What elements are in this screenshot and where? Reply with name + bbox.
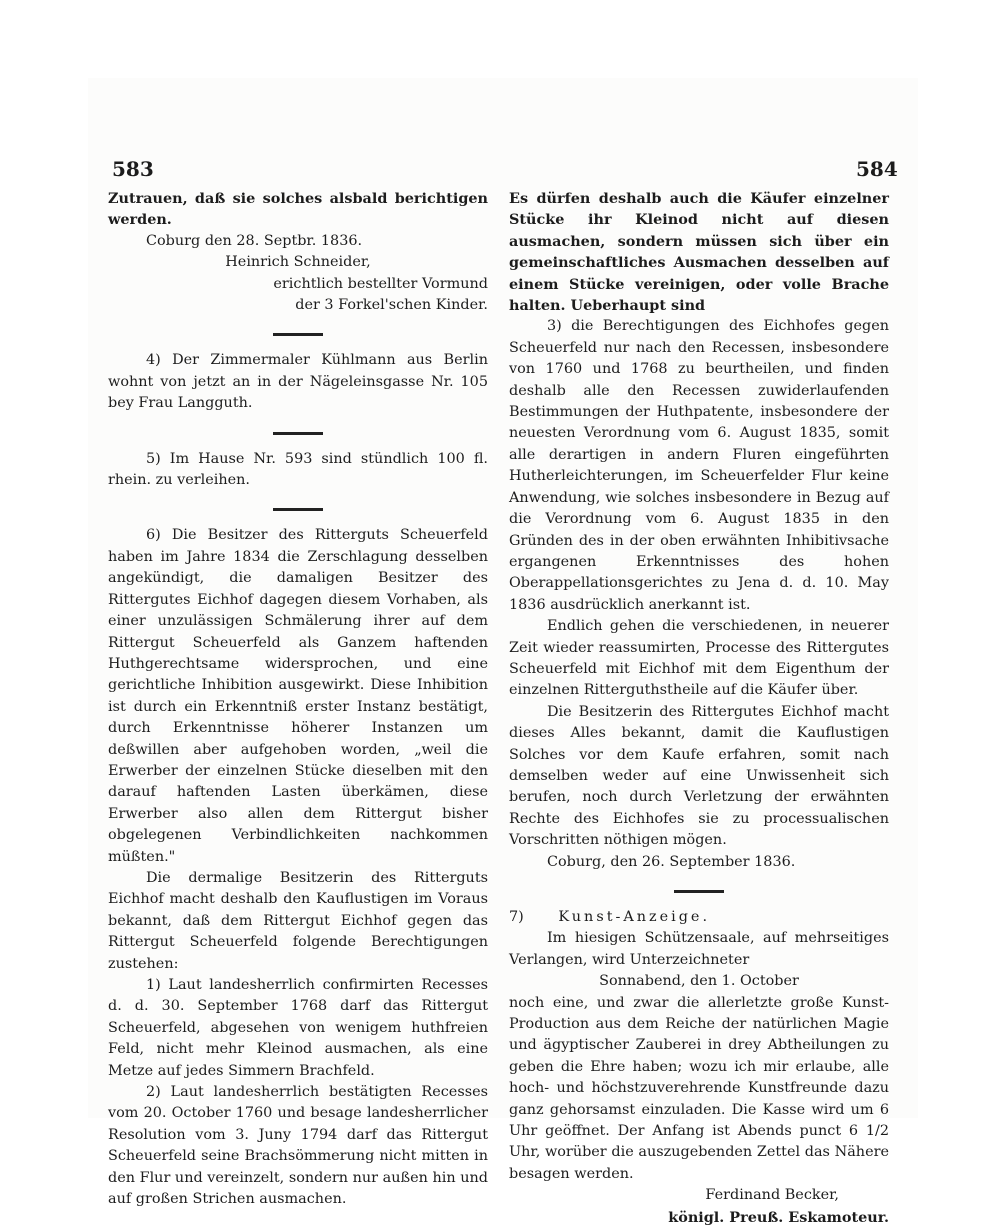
- notice-7-date: Sonnabend, den 1. October: [599, 973, 799, 990]
- notice-5: 5) Im Hause Nr. 593 sind stündlich 100 fl. rhein. zu verleihen.: [108, 450, 488, 489]
- dateline: Coburg den 28. Septbr. 1836.: [146, 232, 363, 249]
- notice-6-paragraph: Endlich gehen die verschiedenen, in neuerer Zeit wieder reassumirten, Processe des Rittergutes Scheuerfeld mit Eichhof mit dem Eigenthum der einzelnen Ritterguthstheile auf die Käufer über.: [509, 618, 889, 699]
- separator-rule: [273, 432, 323, 435]
- notice-6-paragraph: Die Besitzerin des Rittergutes Eichhof macht dieses Alles bekannt, damit die Kauflustigen Solches vor dem Kaufe erfahren, somit nach demselben weder auf eine Unwissenheit sich berufen, noch durch Verletzung der erwähnten Rechte des Eichhofes sie zu processualischen Vorschritten nöthigen mögen.: [509, 703, 889, 849]
- notice-7-paragraph: Im hiesigen Schützensaale, auf mehrseitiges Verlangen, wird Unterzeichneter: [509, 930, 889, 968]
- page-number-right: 584: [856, 157, 898, 181]
- notice-7-paragraph: noch eine, und zwar die allerletzte große Kunst-Production aus dem Reiche der natürlichen Magie und ägyptischer Zauberei in drey Abtheilungen zu geben die Ehre haben; wozu ich mir erlaube, alle hoch- und höchstzuverehrende Kunstfreunde dazu ganz gehorsamst einzuladen. Die Kasse wird um 6 Uhr geöffnet. Der Anfang ist Abends punct 6 1/2 Uhr, worüber die auszugebenden Zettel das Nähere besagen werden.: [509, 994, 889, 1182]
- notice-4: 4) Der Zimmermaler Kühlmann aus Berlin wohnt von jetzt an in der Nägeleinsgasse Nr. 105 bey Frau Langguth.: [108, 352, 488, 412]
- notice-6-paragraph: 6) Die Besitzer des Ritterguts Scheuerfeld haben im Jahre 1834 die Zerschlagung desselben angekündigt, die damaligen Besitzer des Rittergutes Eichhof dagegen diesem Vorhaben, als einer unzulässigen Schmälerung ihrer auf dem Rittergut Scheuerfeld als Ganzem haftenden Huthgerechtsame widersprochen, und eine gerichtliche Inhibition ausgewirkt. Diese Inhibition ist durch ein Erkenntniß erster Instanz bestätigt, durch Erkenntnisse höherer Instanzen um deßwillen aber aufgehoben worden, „weil die Erwerber der einzelnen Stücke dieselben mit den darauf haftenden Lasten überkämen, diese Erwerber also allen dem Rittergut bisher obgelegenen Verbindlichkeiten nachkommen müßten.": [108, 527, 488, 865]
- page-number-left: 583: [112, 157, 154, 181]
- left-column: [108, 188, 488, 1210]
- signature-name: Ferdinand Becker,: [705, 1187, 839, 1204]
- paragraph-continuation: Es dürfen deshalb auch die Käufer einzelner Stücke ihr Kleinod nicht auf diesen ausmachen, sondern müssen sich über ein gemeinschaftliches Ausmachen desselben auf einem Stücke vereinigen, oder volle Brache halten. Ueberhaupt sind: [509, 190, 889, 315]
- separator-rule: [674, 890, 724, 893]
- signature-role: königl. Preuß. Eskamoteur.: [668, 1208, 889, 1226]
- notice-6-item-2: 2) Laut landesherrlich bestätigten Recesses vom 20. October 1760 und besage landesherrlicher Resolution vom 3. Juny 1794 darf das Rittergut Scheuerfeld seine Brachsömmerung nicht mitten in den Flur und vereinzelt, sondern nur außen hin und auf großen Strichen ausmachen.: [108, 1084, 488, 1208]
- separator-rule: [273, 333, 323, 336]
- signature-role: erichtlich bestellter Vormund: [273, 275, 488, 292]
- notice-6-item-3: 3) die Berechtigungen des Eichhofes gegen Scheuerfeld nur nach den Recessen, insbesondere von 1760 und 1768 zu beurtheilen, und finden deshalb alle den Recessen zuwiderlaufenden Bestimmungen der Huthpatente, insbesondere der neuesten Verordnung vom 6. August 1835, somit alle derartigen in andern Fluren eingeführten Hutherleichterungen, im Scheuerfelder Flur keine Anwendung, wie solches insbesondere in Bezug auf die Verordnung vom 6. August 1835 in den Gründen des in der oben erwähnten Inhibitivsache ergangenen Erkenntnisses des hohen Oberappellationsgerichtes zu Jena d. d. 10. May 1836 ausdrücklich anerkannt ist.: [509, 318, 889, 613]
- notice-7-number: 7): [509, 909, 524, 925]
- notice-6-paragraph: Die dermalige Besitzerin des Ritterguts Eichhof macht deshalb den Kauflustigen im Voraus bekannt, daß dem Rittergut Eichhof gegen das Rittergut Scheuerfeld folgende Berechtigungen zustehen:: [108, 869, 488, 972]
- right-column: [509, 188, 889, 1228]
- notice-7-heading: [509, 907, 889, 928]
- signature-name: Heinrich Schneider,: [225, 254, 371, 271]
- signature-of: der 3 Forkel'schen Kinder.: [295, 297, 488, 314]
- notice-7-title: Kunst-Anzeige.: [558, 909, 711, 925]
- dateline: Coburg, den 26. September 1836.: [547, 853, 796, 870]
- notice-6-item-1: 1) Laut landesherrlich confirmirten Recesses d. d. 30. September 1768 darf das Rittergut Scheuerfeld, abgesehen von wenigem huthfreien Feld, nicht mehr Kleinod ausmachen, als eine Metze auf jedes Simmern Brachfeld.: [108, 977, 488, 1079]
- paragraph-continuation: Zutrauen, daß sie solches alsbald berichtigen werden.: [108, 190, 488, 229]
- separator-rule: [273, 508, 323, 511]
